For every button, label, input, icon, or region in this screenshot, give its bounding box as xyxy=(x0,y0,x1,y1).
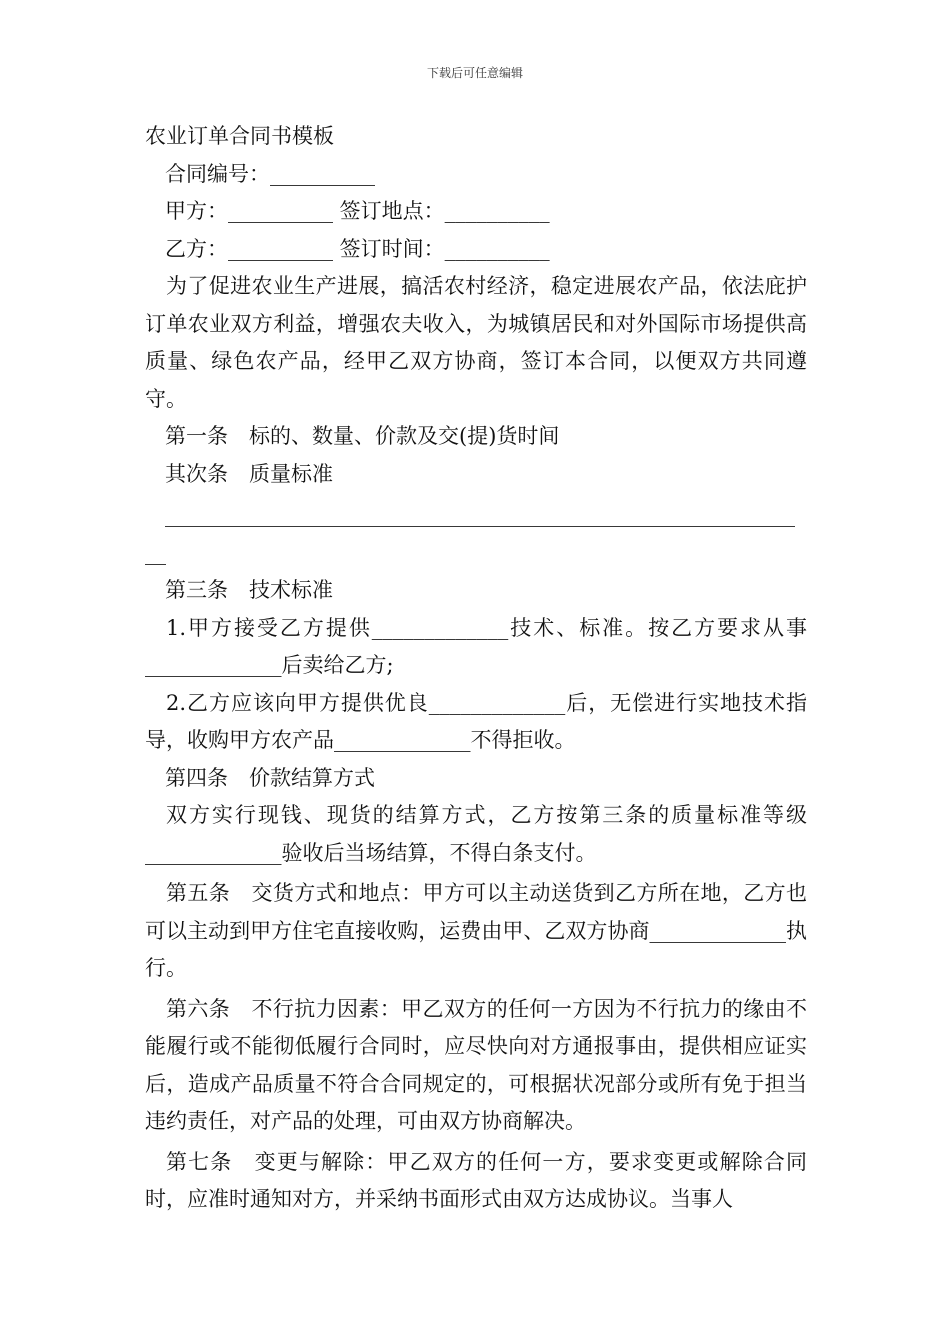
article-2-heading: 其次条 质量标准 xyxy=(165,461,333,486)
page-header-note: 下载后可任意编辑 xyxy=(426,66,523,80)
article-7-paragraph: 第七条 变更与解除：甲乙双方的任何一方，要求变更或解除合同时，应准时通知对方，并采纳书面形式由双方达成协议。当事人 xyxy=(145,1149,807,1211)
party-b-line: 乙方：__________ 签订时间：__________ xyxy=(165,236,550,261)
preamble-paragraph: 为了促进农业生产进展，搞活农村经济，稳定进展农产品，依法庇护订单农业双方利益，增强农夫收入，为城镇居民和对外国际市场提供高质量、绿色农产品，经甲乙双方协商，签订本合同，以便双方共同遵守。 xyxy=(145,274,807,411)
article-1-heading: 第一条 标的、数量、价款及交(提)货时间 xyxy=(165,424,560,448)
article-2-blank-tail: __ xyxy=(145,540,166,565)
article-6-paragraph: 第六条 不行抗力因素：甲乙双方的任何一方因为不行抗力的缘由不能履行或不能彻低履行合同时，应尽快向对方通报事由，提供相应证实后，造成产品质量不符合合同规定的，可根据状况部分或所有免于担当违约责任，对产品的处理，可由双方协商解决。 xyxy=(145,996,807,1133)
article-4-heading: 第四条 价款结算方式 xyxy=(165,765,375,790)
document-body xyxy=(145,118,807,1219)
article-4-body: 双方实行现钱、现货的结算方式，乙方按第三条的质量标准等级_____________验收后当场结算，不得白条支付。 xyxy=(145,803,807,865)
party-a-line: 甲方：__________ 签订地点：__________ xyxy=(165,199,550,223)
article-3-heading: 第三条 技术标准 xyxy=(165,578,333,602)
article-2-blank-line: ____________________________________________________________ xyxy=(165,503,795,527)
article-3-item-1: 1.甲方接受乙方提供_____________技术、标准。按乙方要求从事_____________后卖给乙方; xyxy=(145,615,807,677)
article-5-paragraph: 第五条 交货方式和地点：甲方可以主动送货到乙方所在地，乙方也可以主动到甲方住宅直接收购，运费由甲、乙双方协商_____________执行。 xyxy=(145,881,807,980)
document-title: 农业订单合同书模板 xyxy=(145,124,334,148)
contract-number-line: 合同编号：__________ xyxy=(165,161,375,186)
article-3-item-2: 2.乙方应该向甲方提供优良_____________后，无偿进行实地技术指导，收购甲方农产品_____________不得拒收。 xyxy=(145,690,807,752)
